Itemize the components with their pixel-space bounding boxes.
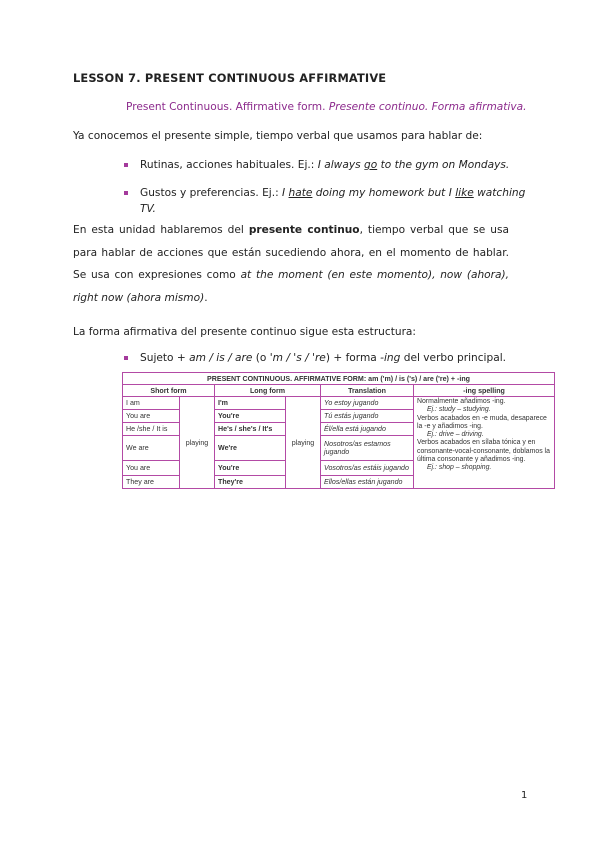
table-row <box>123 397 555 410</box>
bullet-routines-text: Rutinas, acciones habituales. Ej.: I always go to the gym on Mondays. <box>140 159 510 171</box>
translation-cell: Tú estás jugando <box>321 410 414 423</box>
subtitle-english: Present Continuous. Affirmative form. <box>126 101 329 113</box>
present-continuous-term: presente continuo <box>248 224 360 236</box>
translation-cell: Yo estoy jugando <box>321 397 414 410</box>
table-title: PRESENT CONTINUOUS. AFFIRMATIVE FORM: am ('m) / is ('s) / are ('re) + -ing <box>123 373 555 385</box>
header-short-form: Short form <box>123 385 215 397</box>
structure-intro: La forma afirmativa del presente continuo sigue esta estructura: <box>73 326 416 338</box>
playing-cell: playing <box>180 397 215 489</box>
header-translation: Translation <box>321 385 414 397</box>
translation-cell: Ellos/ellas están jugando <box>321 476 414 489</box>
bullet-icon <box>124 191 128 195</box>
structure-formula: Sujeto + am / is / are (o 'm / 's / 're) + forma -ing del verbo principal. <box>140 352 507 364</box>
translation-cell: Nosotros/as estamos jugando <box>321 436 414 461</box>
lesson-subtitle <box>126 101 527 113</box>
translation-cell: Él/ella está jugando <box>321 423 414 436</box>
translation-cell: Vosotros/as estáis jugando <box>321 461 414 476</box>
ing-spelling-cell: Normalmente añadimos -ing. Ej.: study – studying. Verbos acabados en -e muda, desaparece la -e y añadimos -ing. Ej.: drive – driving. Verbos acabados en sílaba tónica y en consonante-vocal-consonante, doblamos la última consonante y añadimos -ing. Ej.: shop – shopping. <box>414 397 555 489</box>
short-form-cell: You are <box>123 461 180 476</box>
bullet-preferences-text: Gustos y preferencias. Ej.: I hate doing my homework but I like watching <box>140 187 526 199</box>
explanation-paragraph: En esta unidad hablaremos del presente continuo, tiempo verbal que se usa para hablar de acciones que están sucediendo ahora, en el momento de hablar. Se usa con expresiones como at the moment (en este momento), now (ahora), right now (ahora mismo). <box>73 224 510 304</box>
bullet-icon <box>124 356 128 360</box>
long-form-cell: You're <box>215 461 286 476</box>
subtitle-spanish: Presente continuo. Forma afirmativa. <box>328 101 527 113</box>
short-form-cell: You are <box>123 410 180 423</box>
long-form-cell: They're <box>215 476 286 489</box>
lesson-heading: LESSON 7. PRESENT CONTINUOUS AFFIRMATIVE <box>73 71 387 85</box>
header-ing-spelling: -ing spelling <box>414 385 555 397</box>
page-number: 1 <box>521 790 528 801</box>
long-form-cell: He's / she's / It's <box>215 423 286 436</box>
bullet-preferences-text-cont: TV. <box>140 203 156 215</box>
intro-paragraph: Ya conocemos el presente simple, tiempo verbal que usamos para hablar de: <box>73 130 483 142</box>
playing-cell: playing <box>286 397 321 489</box>
short-form-cell: They are <box>123 476 180 489</box>
short-form-cell: I am <box>123 397 180 410</box>
header-long-form: Long form <box>215 385 321 397</box>
long-form-cell: You're <box>215 410 286 423</box>
long-form-cell: I'm <box>215 397 286 410</box>
bullet-icon <box>124 163 128 167</box>
time-expressions: at the moment (en este momento), now (ahora), right now (ahora mismo) <box>73 269 510 304</box>
short-form-cell: We are <box>123 436 180 461</box>
short-form-cell: He /she / It is <box>123 423 180 436</box>
grammar-table <box>122 372 555 489</box>
long-form-cell: We're <box>215 436 286 461</box>
